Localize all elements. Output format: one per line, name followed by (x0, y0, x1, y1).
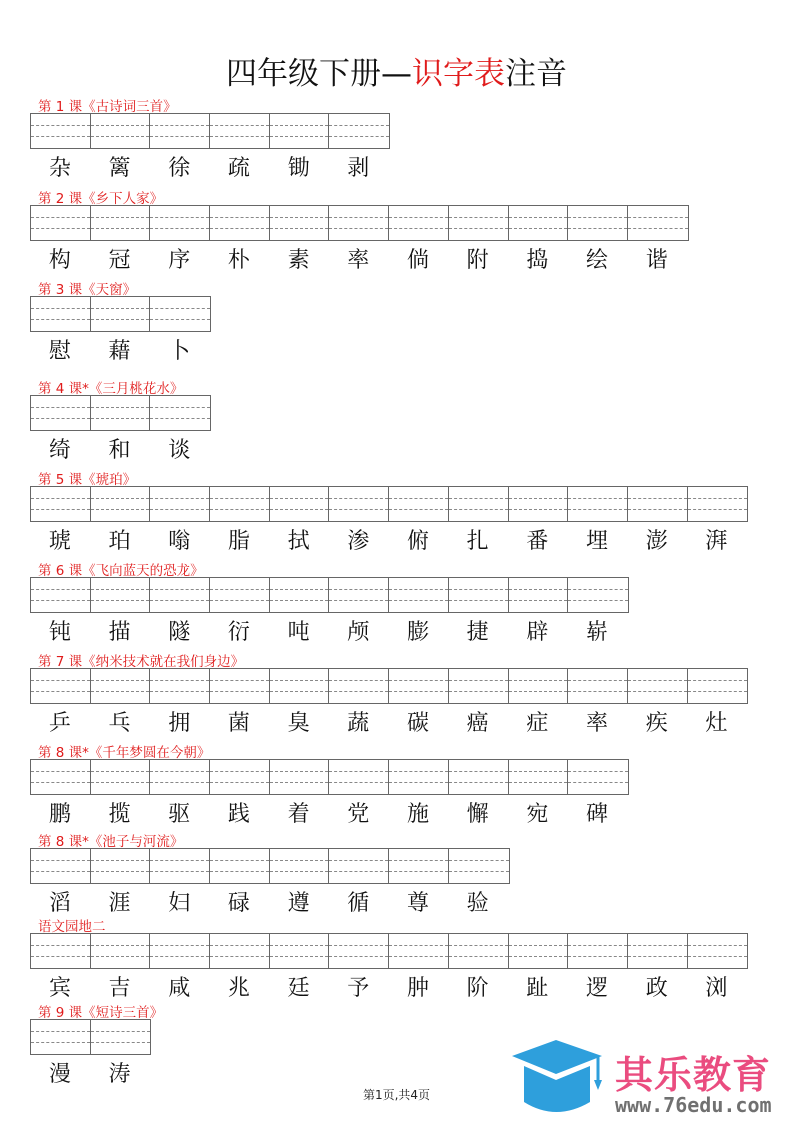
character: 循 (347, 891, 370, 916)
pinyin-cell[interactable] (210, 206, 270, 240)
character: 灶 (705, 711, 728, 736)
character: 涯 (108, 891, 131, 916)
pinyin-cell[interactable] (210, 849, 270, 883)
pinyin-cell[interactable] (31, 206, 91, 240)
pinyin-cell[interactable] (150, 114, 210, 148)
character: 剥 (347, 156, 370, 181)
pinyin-grid (30, 113, 390, 149)
pinyin-cell[interactable] (329, 849, 389, 883)
character: 逻 (586, 976, 609, 1001)
pinyin-cell[interactable] (91, 934, 151, 968)
pinyin-cell[interactable] (91, 114, 151, 148)
pinyin-cell[interactable] (449, 578, 509, 612)
pinyin-cell[interactable] (91, 396, 151, 430)
pinyin-cell[interactable] (91, 487, 151, 521)
character: 癌 (466, 711, 489, 736)
pinyin-cell[interactable] (509, 487, 569, 521)
lesson-title: 第 5 课《琥珀》 (38, 472, 137, 488)
character: 宛 (526, 802, 549, 827)
pinyin-cell[interactable] (270, 206, 330, 240)
pinyin-cell[interactable] (568, 578, 628, 612)
character: 锄 (287, 156, 310, 181)
character: 碑 (586, 802, 609, 827)
logo-name: 其乐教育 (615, 1053, 772, 1097)
pinyin-cell[interactable] (270, 487, 330, 521)
character: 宾 (48, 976, 71, 1001)
character-row (30, 615, 627, 646)
character: 蔬 (347, 711, 370, 736)
pinyin-cell[interactable] (150, 396, 210, 430)
character: 谐 (645, 248, 668, 273)
character: 篱 (108, 156, 131, 181)
pinyin-grid (30, 296, 211, 332)
pinyin-cell[interactable] (31, 934, 91, 968)
character: 验 (466, 891, 489, 916)
lesson-title: 第 8 课*《池子与河流》 (38, 834, 184, 850)
character: 慰 (48, 339, 71, 364)
pinyin-cell[interactable] (449, 669, 509, 703)
pinyin-cell[interactable] (509, 578, 569, 612)
lesson-title: 第 6 课《飞向蓝天的恐龙》 (38, 563, 204, 579)
pinyin-cell[interactable] (31, 760, 91, 794)
pinyin-cell[interactable] (449, 849, 509, 883)
character: 疏 (227, 156, 250, 181)
character-row (30, 971, 746, 1002)
character: 疾 (645, 711, 668, 736)
character: 倘 (406, 248, 429, 273)
character: 附 (466, 248, 489, 273)
character: 涛 (108, 1062, 131, 1087)
character: 拭 (287, 529, 310, 554)
pinyin-cell[interactable] (31, 114, 91, 148)
character: 拥 (168, 711, 191, 736)
pinyin-cell[interactable] (509, 206, 569, 240)
character: 珀 (108, 529, 131, 554)
character: 趾 (526, 976, 549, 1001)
character: 脂 (227, 529, 250, 554)
lesson-title: 语文园地二 (38, 919, 106, 935)
character: 率 (586, 711, 609, 736)
character-row (30, 886, 508, 917)
character: 碳 (406, 711, 429, 736)
pinyin-cell[interactable] (150, 669, 210, 703)
character: 浏 (705, 976, 728, 1001)
pinyin-cell[interactable] (688, 669, 748, 703)
pinyin-grid (30, 848, 510, 884)
pinyin-cell[interactable] (270, 114, 330, 148)
character: 乒 (48, 711, 71, 736)
character: 党 (347, 802, 370, 827)
page-title (0, 48, 793, 93)
character: 嗡 (168, 529, 191, 554)
pinyin-cell[interactable] (150, 849, 210, 883)
pinyin-cell[interactable] (389, 487, 449, 521)
pinyin-grid (30, 486, 748, 522)
pinyin-cell[interactable] (270, 760, 330, 794)
pinyin-cell[interactable] (628, 934, 688, 968)
pinyin-cell[interactable] (449, 934, 509, 968)
character: 湃 (705, 529, 728, 554)
logo (512, 1040, 792, 1120)
character-row (30, 243, 687, 274)
character: 构 (48, 248, 71, 273)
character: 捷 (466, 620, 489, 645)
pinyin-cell[interactable] (509, 669, 569, 703)
pinyin-cell[interactable] (389, 934, 449, 968)
character-row (30, 706, 746, 737)
pinyin-grid (30, 1019, 151, 1055)
pinyin-cell[interactable] (210, 934, 270, 968)
character: 捣 (526, 248, 549, 273)
character: 滔 (48, 891, 71, 916)
character: 埋 (586, 529, 609, 554)
pinyin-cell[interactable] (210, 487, 270, 521)
character: 乓 (108, 711, 131, 736)
pinyin-cell[interactable] (210, 578, 270, 612)
character: 驱 (168, 802, 191, 827)
pinyin-cell[interactable] (210, 760, 270, 794)
character: 践 (227, 802, 250, 827)
page-number: 第1页,共4页 (362, 1088, 431, 1102)
character: 隧 (168, 620, 191, 645)
pinyin-cell[interactable] (91, 669, 151, 703)
title-part-1: 四年级下册— (226, 56, 412, 92)
title-part-3: 注音 (505, 56, 567, 92)
lesson-title: 第 1 课《古诗词三首》 (38, 99, 177, 115)
lesson-title: 第 9 课《短诗三首》 (38, 1005, 164, 1021)
character: 绮 (48, 438, 71, 463)
pinyin-cell[interactable] (91, 578, 151, 612)
pinyin-cell[interactable] (329, 487, 389, 521)
character: 臭 (287, 711, 310, 736)
character: 和 (108, 438, 131, 463)
pinyin-cell[interactable] (688, 934, 748, 968)
character: 政 (645, 976, 668, 1001)
character: 衍 (227, 620, 250, 645)
character-row (30, 151, 388, 182)
pinyin-cell[interactable] (628, 487, 688, 521)
pinyin-grid (30, 205, 689, 241)
character: 肿 (406, 976, 429, 1001)
pinyin-cell[interactable] (31, 669, 91, 703)
character: 崭 (586, 620, 609, 645)
pinyin-cell[interactable] (329, 206, 389, 240)
pinyin-cell[interactable] (150, 206, 210, 240)
character: 渗 (347, 529, 370, 554)
character: 澎 (645, 529, 668, 554)
character: 徐 (168, 156, 191, 181)
pinyin-grid (30, 759, 629, 795)
character: 辟 (526, 620, 549, 645)
pinyin-cell[interactable] (329, 669, 389, 703)
pinyin-cell[interactable] (91, 849, 151, 883)
pinyin-cell[interactable] (31, 1020, 91, 1054)
pinyin-cell[interactable] (568, 934, 628, 968)
character: 琥 (48, 529, 71, 554)
character: 兆 (227, 976, 250, 1001)
pinyin-cell[interactable] (389, 760, 449, 794)
character-row (30, 524, 746, 555)
pinyin-cell[interactable] (449, 760, 509, 794)
pinyin-cell[interactable] (150, 760, 210, 794)
logo-url: www.76edu.com (615, 1093, 772, 1117)
pinyin-cell[interactable] (150, 934, 210, 968)
character: 施 (406, 802, 429, 827)
character: 尊 (406, 891, 429, 916)
character: 鹏 (48, 802, 71, 827)
pinyin-cell[interactable] (568, 760, 628, 794)
pinyin-cell[interactable] (31, 297, 91, 331)
lesson-title: 第 3 课《天窗》 (38, 282, 137, 298)
pinyin-cell[interactable] (568, 487, 628, 521)
pinyin-cell[interactable] (329, 760, 389, 794)
character-row (30, 1057, 149, 1088)
lesson-title: 第 7 课《纳米技术就在我们身边》 (38, 654, 245, 670)
character: 扎 (466, 529, 489, 554)
pinyin-cell[interactable] (329, 578, 389, 612)
pinyin-cell[interactable] (31, 396, 91, 430)
character: 冠 (108, 248, 131, 273)
character: 阶 (466, 976, 489, 1001)
character: 素 (287, 248, 310, 273)
pinyin-cell[interactable] (509, 760, 569, 794)
pinyin-grid (30, 577, 629, 613)
pinyin-cell[interactable] (389, 849, 449, 883)
character: 着 (287, 802, 310, 827)
character: 吨 (287, 620, 310, 645)
pinyin-cell[interactable] (568, 669, 628, 703)
character: 遵 (287, 891, 310, 916)
pinyin-cell[interactable] (270, 669, 330, 703)
character-row (30, 433, 209, 464)
pinyin-cell[interactable] (210, 669, 270, 703)
pinyin-cell[interactable] (91, 206, 151, 240)
pinyin-cell[interactable] (31, 487, 91, 521)
pinyin-cell[interactable] (329, 114, 389, 148)
pinyin-cell[interactable] (150, 297, 210, 331)
character: 朴 (227, 248, 250, 273)
pinyin-cell[interactable] (389, 206, 449, 240)
character: 懈 (466, 802, 489, 827)
character: 描 (108, 620, 131, 645)
pinyin-cell[interactable] (91, 760, 151, 794)
character: 菌 (227, 711, 250, 736)
character-row (30, 334, 209, 365)
pinyin-cell[interactable] (568, 206, 628, 240)
pinyin-cell[interactable] (270, 578, 330, 612)
title-part-highlight: 识字表 (412, 56, 505, 92)
character: 绘 (586, 248, 609, 273)
character: 咸 (168, 976, 191, 1001)
pinyin-cell[interactable] (31, 578, 91, 612)
pinyin-cell[interactable] (150, 578, 210, 612)
pinyin-cell[interactable] (210, 114, 270, 148)
character: 膨 (406, 620, 429, 645)
pinyin-cell[interactable] (449, 487, 509, 521)
character-row (30, 797, 627, 828)
character: 卜 (168, 339, 191, 364)
pinyin-cell[interactable] (270, 934, 330, 968)
character: 揽 (108, 802, 131, 827)
character: 颅 (347, 620, 370, 645)
character: 俯 (406, 529, 429, 554)
character: 序 (168, 248, 191, 273)
pinyin-grid (30, 933, 748, 969)
pinyin-cell[interactable] (91, 1020, 151, 1054)
lesson-title: 第 4 课*《三月桃花水》 (38, 381, 184, 397)
pinyin-cell[interactable] (688, 487, 748, 521)
character: 漫 (48, 1062, 71, 1087)
pinyin-grid (30, 668, 748, 704)
character: 吉 (108, 976, 131, 1001)
pinyin-cell[interactable] (31, 849, 91, 883)
pinyin-cell[interactable] (150, 487, 210, 521)
pinyin-cell[interactable] (270, 849, 330, 883)
character: 藉 (108, 339, 131, 364)
character: 碌 (227, 891, 250, 916)
character: 钝 (48, 620, 71, 645)
graduation-cap-icon (512, 1040, 612, 1120)
character: 症 (526, 711, 549, 736)
character: 番 (526, 529, 549, 554)
pinyin-cell[interactable] (329, 934, 389, 968)
pinyin-cell[interactable] (628, 669, 688, 703)
pinyin-cell[interactable] (91, 297, 151, 331)
character: 谈 (168, 438, 191, 463)
lesson-title: 第 2 课《乡下人家》 (38, 191, 164, 207)
character: 妇 (168, 891, 191, 916)
pinyin-cell[interactable] (389, 578, 449, 612)
character: 率 (347, 248, 370, 273)
character: 廷 (287, 976, 310, 1001)
pinyin-cell[interactable] (389, 669, 449, 703)
lesson-title: 第 8 课*《千年梦圆在今朝》 (38, 745, 211, 761)
pinyin-cell[interactable] (449, 206, 509, 240)
pinyin-cell[interactable] (628, 206, 688, 240)
character: 予 (347, 976, 370, 1001)
character: 杂 (48, 156, 71, 181)
pinyin-cell[interactable] (509, 934, 569, 968)
pinyin-grid (30, 395, 211, 431)
